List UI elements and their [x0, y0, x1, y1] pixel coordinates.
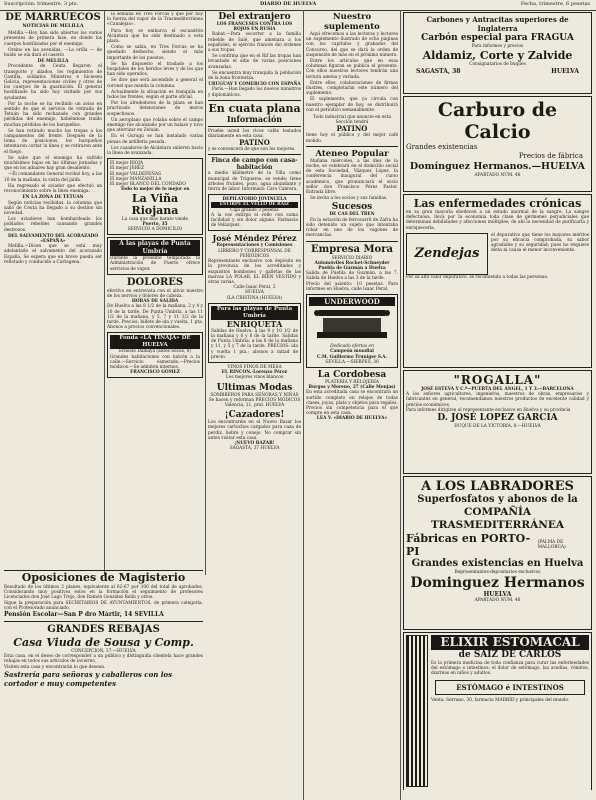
lab-fab-row [406, 532, 589, 558]
uw-name: UNDERWOOD [309, 297, 395, 306]
article-paragraph: En el Gurugú se han instalado varias piezas de artillería pesada. [107, 134, 203, 145]
tinaja-title: Fonda «LA TINAJA» DE HUELVA [110, 335, 200, 349]
ad-enriqueta [208, 303, 301, 363]
carb-sub2: Para informes y precios [471, 44, 524, 49]
typewriter-icon [309, 306, 395, 342]
elixir-body [431, 635, 589, 787]
article-paragraph: Se invita a los socios y sus familias. [310, 196, 388, 202]
cor-text: En esta acreditada casa se encontrará un surtido completo en relojes de todas clases, joyas, plata y objetos para regalos. [306, 390, 398, 406]
lab-rep: Representantes-depositarios exclusivos [454, 570, 541, 575]
gr-text2: Visiten esta casa y encontrarán lo que desean. [4, 664, 106, 670]
article-paragraph: Se confirma que en el Rif las tropas han levantado el sitio de varias posiciones avanzadas. [208, 54, 301, 70]
gr-title: GRANDES REBAJAS [47, 624, 160, 636]
elix-badge: ESTÓMAGO é INTESTINOS [435, 680, 585, 695]
jm-sub: Representaciones y Comisiones [216, 243, 293, 249]
wine-item: El mejor VALDEPEÑAS [110, 171, 162, 177]
enf-text: en su gran mayoría obedecen a un estado anormal de la sangre. La sangre defectuosa, lleva por la economía toda clase de gérmenes perjudiciales que determinan debilidades y afecciones múltiples; de ahí la necesidad de purificarla y enriquecerla. [406, 210, 589, 231]
rog-title: "ROGALLA" [453, 373, 542, 387]
vinos-sub: Los mejores vinos blancos [225, 375, 284, 381]
article-paragraph: París.—Han llegado los nuevos ministros y diplomáticos. [208, 87, 301, 98]
carb-sub: Carbón especial para FRAGUA [421, 33, 574, 43]
subhead: URUGUAY Y COMERCIO CON ESPAÑA [208, 82, 301, 88]
article-paragraph: El suplemento, que ya circula con nuestro ejemplar de hoy, se distribuirá con el periódico semanalmente. [306, 97, 398, 113]
enr-name: ENRIQUETA [226, 318, 283, 329]
article-paragraph: Como se sabía, en Tres Forcas se ha quedado deshecho, siendo el más importante de los puestos. [107, 45, 203, 61]
tinaja-text: Grandes habitaciones con balcón a la calle.—Servicio esmerado.—Precios módicos.—Se admiten internos. [110, 354, 200, 370]
article-paragraph: Los aviadores han bombardeado los poblados rebeldes causando grandes destrozos. [4, 217, 102, 233]
article-paragraph: Según noticias recibidas, la columna que salió de Ceuta ha llegado a su destino sin novedad. [4, 200, 102, 216]
em-sub3: Puebla de Guzmán a Huelva [318, 265, 386, 271]
op-title: Oposiciones de Magisterio [21, 571, 186, 584]
calcio-title: Carburo de Calcio [437, 99, 558, 143]
section-head: DE MELILLA [37, 59, 69, 65]
carb-address [406, 67, 589, 76]
jm-address: Calle Isaac Peral, 3 [233, 285, 276, 291]
elix-text: Es la primera medicina de toda confianza para curar las enfermedades del estómago e intestinos; el dolor de estómago, las acedías, vómitos, diarreas en niños y adultos. [431, 661, 589, 677]
article-paragraph: Un aeroplano que volaba sobre el campo enemigo fue alcanzado por un balazo y tuvo que aterrizar en Zeluán. [107, 117, 203, 134]
finca-text: a medio kilómetro de la Villa como municipal de Trigueros, se vende; tiene árboles frutales, pozo, agua abundante y tierra de labor. Informará: Caro Cabrera. [208, 171, 301, 193]
enf-title: Las enfermedades crónicas [413, 197, 582, 210]
wine-shop-name: La Viña Riojana [131, 191, 179, 217]
bottom-left [4, 570, 203, 796]
em-sub2: Automóviles Rochet-Schneyder [314, 260, 390, 266]
lab-exist: Grandes existencias en Huelva [411, 558, 584, 569]
article-paragraph: Para hoy se embarca el escuadrón Alcántara que ha sido destinado a esta plaza. [107, 28, 203, 45]
rog-sub: JOSÉ ESTEVA Y C.ª—PUERTA DEL ÁNGEL, 1 Y 3.—BARCELONA [421, 387, 574, 392]
ad-la-tinaja [107, 332, 203, 378]
lab-note: (PALMA DE MALLORCA) [537, 539, 566, 550]
article-paragraph: Rabat.—Para socorrer a la familia rebelde de Salé, que amenaza a los españoles, el ejército francés dio órdenes a sus tropas. [208, 32, 301, 54]
sucesos-sub: DE CAS DEL TREN [329, 212, 375, 218]
article-paragraph: Se sabe que el enemigo ha sufrido muchísimos bajas en las últimas jornadas y que en los aduares hay gran desaliento. [4, 155, 102, 172]
masthead-left: Suscripción: trimestre, 3 pts. [4, 1, 79, 7]
ad-dolores [107, 277, 203, 331]
ad-labradores [403, 476, 592, 630]
ad-elixir [403, 632, 592, 790]
column-1 [4, 12, 102, 567]
cor-foot: LEA V. «DIARIO DE HUELVA» [316, 416, 388, 422]
dolores-text: efectivo en entrevista con el alivio nuestro de los nervios y dolores de cabeza. [107, 288, 203, 299]
calcio-firm: Domínguez Hermanos.—HUELVA [409, 161, 586, 172]
wine-address: Puerto, 35 [142, 221, 168, 227]
wine-item: El mejor MANZANILLA [110, 176, 162, 182]
jm-foot: ILA CRISTINA (HUELVA) [226, 295, 283, 301]
zendejas-text: el depurativo que tiene los mayores méritos por su eficacia comprobada, su sabor agradable y su seguridad; pues no requiere dieta ni causa el menor inconveniente. [491, 232, 589, 254]
article-paragraph: Aquí ofrecemos a las lectoras y lectores un suplemento ilustrado de ocho páginas con los capítulos y grabados del Concurso, del que se dará la orden de suspensión de más en el próximo número. [306, 32, 398, 58]
masthead-right: Fecha, trimestre, 6 pesetas [520, 1, 590, 7]
op-text2: Sigue la preparación para SECRETARIOS DE AYUNTAMIENTOS, de primera categoría, con el Profesorado anunciado. [4, 600, 203, 611]
dep-title: DEPILATORIO JOVINCELA [222, 197, 287, 203]
uw-text1: Dedicado ofertas en [330, 344, 374, 350]
column-rule [303, 10, 304, 800]
calcio-prices: Precios de fábrica [518, 152, 583, 160]
jm-city: HUELVA [245, 290, 264, 296]
um-address: Valencia, 11, pral. HUELVA [224, 402, 285, 408]
subhead-melilla: NOTICIAS DE MELILLA [22, 24, 84, 29]
uw-company: C.M. Guillermo Truniger S.A. [317, 354, 387, 360]
column-4 [306, 12, 398, 787]
article-paragraph: Por los alrededores de la plaza se han practicado detenciones de moros sospechosos. [107, 101, 203, 117]
ad-carburo [403, 96, 592, 192]
calcio-sub: Grandes existencias [406, 143, 478, 151]
wine-head: Todo lo mejor de lo mejor en [120, 187, 190, 193]
dolores-hours: De Huelva a las 8 1/2 de la mañana, 2 y 4 y 10 de la tarde. De Punta Umbría, a las 11 1/2 de la mañana, y 5, 7 y 11 1/2 de la tarde. Precios: billete de ida y vuelta, 1 pta. Abonos a precios convencionales. [107, 304, 203, 331]
carb-city: HUELVA [551, 68, 579, 76]
headline-marruecos: DE MARRUECOS [5, 12, 101, 23]
um-sub: SOMBREROS PARA SEÑORAS Y NIÑAS [210, 392, 299, 398]
jm-text: Representante exclusivo con depósito en la provincia de los acreditados y exquisitos bombones y galletas de las marcas LA POLAR, EL BIEN VESTIDO y otras varias. [208, 259, 301, 285]
playas-text: Durante la presente temporada la Administración de Puerto ofrece servicios de vapor. [110, 256, 200, 272]
cuata-plana-title: En cuata plana [208, 101, 301, 115]
rog-rep: D. JOSÉ LOPEZ GARCIA [437, 413, 558, 424]
enr-text: Salidas de Huelva: a las 9 y 10 1/2 de la mañana y 6 y 8 de la tarde. Salidas de Punta Umbría: a las 8 de la mañana y 11, y 5 y 7 de la tarde. PRECIOS: ida y vuelta 1 pta.; abonos a mitad de precio. [211, 328, 298, 360]
ad-carbones [403, 12, 592, 94]
lab-firm: Dominguez Hermanos [410, 575, 585, 592]
elix-foot: Venta: Serrano, 30, farmacia MADRID y principales del mundo. [431, 697, 570, 703]
elix-sub: de SAIZ DE CARLOS [458, 650, 562, 660]
tinaja-owner: FRANCISCO GOMEZ [130, 370, 180, 376]
article-paragraph: En la estación de ferrocarril de Zafra ha sido detenido un sujeto que intentaba robar en uno de los vagones de mercancías. [306, 217, 398, 239]
vinos-name: EL RINCON.-Lorenzo Pérez [221, 370, 288, 376]
section-head: DEL SALVAMENTO DEL ACORAZADO «ESPAÑA» [7, 233, 99, 244]
article-paragraph: Orsino en las avenidas. —La orilla — de huido se oía dará el caserío [4, 47, 102, 59]
em-title: Empresa Mora [311, 243, 393, 255]
vinos-head: VINOS FINOS DE MESA [227, 364, 282, 370]
article-paragraph: Procedente de Ceuta llegaron el transporte y aliados, los regimientos de Castilla, soldados Ministros e hiciesen Galicia, representaciones civiles y otros de los cuerpos de la guarnición. El general hostilizado ha sido hoy visitado por sus ayudantes. [4, 64, 102, 101]
zendejas-row [406, 233, 589, 275]
article-paragraph: Se han retirado mucho las tropas a los campamentos del frente. Después de la toma de posiciones, los harqueños intentaron cortar la línea y se retiraron ante el fuego. [4, 128, 102, 155]
wine-sub: La casa que más barato vende [121, 216, 189, 222]
patino-logo: PATINO [336, 124, 368, 134]
wine-item: El mejor JEREZ [110, 166, 145, 172]
em-text: Salida de Puebla de Guzmán, a las 7. Salida de Huelva a las 3 de la tarde. [306, 271, 398, 282]
caz-address: SAGASTA, 37 HUELVA [229, 446, 280, 452]
article-paragraph: Melilla.—Dicen que se está muy adelantado el salvamento del acorazado España. Se espera que en breve pueda ser reflotado y conducido a Cartagena. [4, 244, 102, 265]
masthead-center: DIARIO DE HUELVA [260, 1, 317, 7]
carb-street: SAGASTA, 38 [416, 68, 461, 76]
uw-text2: Campeón mundial [330, 349, 374, 355]
column-rule [104, 10, 105, 575]
rog-address: DUQUE DE LA VICTORIA, 8.—HUELVA [454, 424, 541, 430]
op-foot: Pensión Escolar—San P dro Mártir, 14 SEVILLA [4, 611, 164, 619]
article-paragraph: Melilla.—Hoy han sido abiertos los varios presentes de primera fase, en donde los cuerpos hostilizados por el enemigo. [4, 31, 102, 47]
carb-names: Aldamiz, Corte y Zalvide [422, 49, 573, 63]
uw-address: SEVILLA.—SIERPES, 30 [325, 359, 379, 365]
ad-playas [107, 237, 203, 275]
column-2 [107, 12, 203, 567]
cuata-plana-sub: Información [226, 113, 283, 124]
patino-text: y se convencerá de que son los mejores. [208, 147, 296, 153]
article-paragraph: Por la noche se ha recibido un aviso en sentido de que el servicio de retirada de Tetuán ha sido rechazado con grandes pérdidas del enemigo, habiéndose traído muchas pérdidas de los harqueños. [4, 101, 102, 128]
um-title: Ultimas Modas [216, 382, 293, 393]
article-paragraph: Los cazadores de Alcántara salieron hacia la línea de avanzada. [107, 145, 203, 157]
column-3 [208, 12, 301, 787]
note: Todo industrial que anuncie en esta Sección tendrá [313, 115, 391, 126]
finca-title: Finca de campo con casa-habitación [211, 157, 298, 172]
lab-city: HUELVA [483, 591, 512, 599]
elix-title: ELIXIR ESTOMACAL [431, 635, 589, 650]
sucesos-title: Sucesos [331, 202, 373, 213]
lab-title: A LOS LABRADORES [421, 479, 574, 494]
ad-rogalla [403, 370, 592, 474]
article-paragraph: Se encuentra muy tranquila la población de la zona fronteriza. [208, 70, 301, 82]
wine-foot: SERVICIO A DOMICILIO [127, 226, 183, 232]
column-rule [400, 10, 401, 800]
patino-text: tiene hoy el público y del mejor café molido. [306, 133, 398, 144]
gr-name: Casa Viuda de Sousa y Comp. [13, 636, 194, 650]
caz-shop: ¡NUEVO BAZAR! [234, 440, 275, 446]
jm-title: José Méndez Pérez [212, 233, 297, 244]
masthead [0, 0, 596, 11]
rog-text: A los señores agricultores, ingenieros, maestros de obras, empresarios y fabricantes en general, recomendamos nuestros productos de excelente calidad y precios económicos. [406, 392, 589, 408]
calcio-apartado: APARTADO NÚM. 48 [474, 173, 521, 178]
tinaja-sub: Ernesto Dalbaya (antes Secas, 8) [118, 349, 192, 355]
gr-foot: Sastrería para señoras y caballeros con los cortador e muy competentes [4, 669, 173, 688]
column-rule [205, 10, 206, 575]
patino-logo: PATINO [239, 138, 270, 148]
carb-cons: Consignatarios de buques [469, 62, 526, 68]
caz-title: ¡Cazadores! [224, 410, 285, 421]
elixir-bottle-icon [406, 635, 428, 787]
cafe-text: Pruebe usted los ricos cafés tostados diariamente en esta casa. [208, 128, 301, 140]
headline-extranjero: Del extranjero [218, 12, 291, 22]
dep-price: Caja grande 3 pesetas [230, 207, 279, 213]
op-text: Resultado de los últimos 2 planes, equivalente al 62-67 por 100 del total de aprobados. Considerando muy positivos estos en la formación el seguimiento de profesores Licenciados don José Lago Trejo, don Ramón González Bolín y otros. [4, 585, 203, 601]
jm-sub2: LIBRERO Y CORRESPONSAL DE PERIÓDICOS [218, 248, 291, 259]
article-paragraph: Entre ellos, colaboraciones de firmas ilustres, completarán este número del suplemento. [306, 80, 398, 97]
article-paragraph: Entre los artículos que en esas columnas figuran se publica el presente. Con ellos nuestros lectores tendrán una lectura amena y variada. [306, 59, 398, 80]
right-ads [403, 12, 592, 790]
enr-title: Para las playas de Punta Umbría [211, 306, 298, 320]
ad-underwood [306, 294, 398, 368]
zendejas-text2: Por su alto valor depurativo, se recomienda a todas las personas. [406, 274, 549, 280]
lab-sub: Superfosfatos y abonos de la [417, 494, 578, 505]
playas-title: A las playas de Punta Umbría [110, 240, 200, 256]
dolores-sub: HORAS DE SALIDA [131, 299, 179, 305]
section-head: EN LA ZONA DE TETUAN [22, 195, 84, 201]
zendejas-logo [406, 233, 488, 275]
subhead: LOS FRANCESES CONTRA LOS ROJOS EN RUSIA [216, 22, 293, 33]
um-text: Se hacen y reforman PRECIOS MÓDICOS [208, 397, 301, 403]
ad-vina-riojana [107, 158, 203, 235]
zendejas-name: Zendejas [414, 246, 480, 262]
em-sub: SERVICIO DIARIO [331, 255, 373, 261]
em-text2: Precio del asiento: 10 pesetas. Para informes en Huelva, calle Isaac Peral. [306, 281, 398, 292]
dep-text: A la vez extirpa el vello con suma facilidad y sin dolor alguno. Farmacia de Velázquez. [211, 212, 298, 229]
ad-zendejas [403, 194, 592, 368]
gr-text: Esta casa, en el deseo de corresponder a un público y distinguida clientela hace grandes rebajas en todos sus artículos de invierno. [4, 654, 203, 665]
ad-depilatorio [208, 194, 301, 231]
cor-address: Burgos y Moreno, 27 (Calle Monjas) [308, 385, 396, 391]
article-paragraph: Se ha dispuesto el traslado a los hospitales de los heridos leves y de los que han sido operados. [107, 61, 203, 78]
article-paragraph: Actualmente la situación es tranquila en todos los frentes, según el parte oficial. [107, 89, 203, 101]
cor-title: La Cordobesa [317, 369, 387, 380]
lab-fab: Fábricas en PORTO-PI [406, 532, 531, 558]
article-paragraph: Ha regresado el aviador que efectuó un reconocimiento sobre la línea enemiga. [4, 183, 102, 195]
cor-text2: Precios sin competencia para el que compre en esta casa. [306, 405, 398, 417]
gr-address: CONCEPCION, 37.—HUELVA [71, 649, 136, 655]
cor-sub: PLATERÍA Y RELOJERÍA [325, 379, 379, 385]
lab-apartado: APARTADO NÚM. 48 [474, 598, 521, 604]
rog-text2: Para informes dirigirse al representante exclusivo en Huelva y su provincia [406, 407, 571, 413]
wine-item: El mejor BLANCO DEL CONDADO [110, 182, 186, 188]
wine-item: El mejor RIOJA [110, 161, 144, 167]
dep-sub: ESTIRPE EL VELLO DE RAIZ [211, 202, 298, 207]
headline-suplemento: Nuestro suplemento [324, 12, 380, 32]
lab-company: COMPAÑÍA TRASMEDITERRÁNEA [430, 506, 565, 531]
carb-title: Carbones y Antracitas superiores de Inglaterra [426, 15, 569, 33]
article-paragraph: Mañana miércoles, a las diez de la noche, se celebrará en el domicilio social de esta Sociedad, Vázquez López, la conferencia inaugural del curso académico, que pronunciará el socio señor don Francisco Pérez Pastor. Entrada libre. [306, 158, 398, 196]
ateneo-title: Ateneo Popular [315, 148, 389, 159]
elixir-row [406, 635, 589, 787]
article-paragraph: Se dice que será ascendido a general el coronel que manda la columna. [107, 78, 203, 89]
article-paragraph: la semana en Tres Forcas y que por hoy la fuerza del vapor de la Trasmediterránea «Canalejas». [107, 12, 203, 28]
article-paragraph: —El comandante General recibió hoy, a las 10 de la mañana, la visita del jalifa. [4, 172, 102, 183]
caz-text: Los encontraréis en el Nuevo Bazar los mejores cartuchos cargados para caza de perdiz, liebre y conejo. No comprar sin antes visitar esta casa. [208, 420, 301, 441]
dolores-title: DOLORES [126, 276, 184, 288]
